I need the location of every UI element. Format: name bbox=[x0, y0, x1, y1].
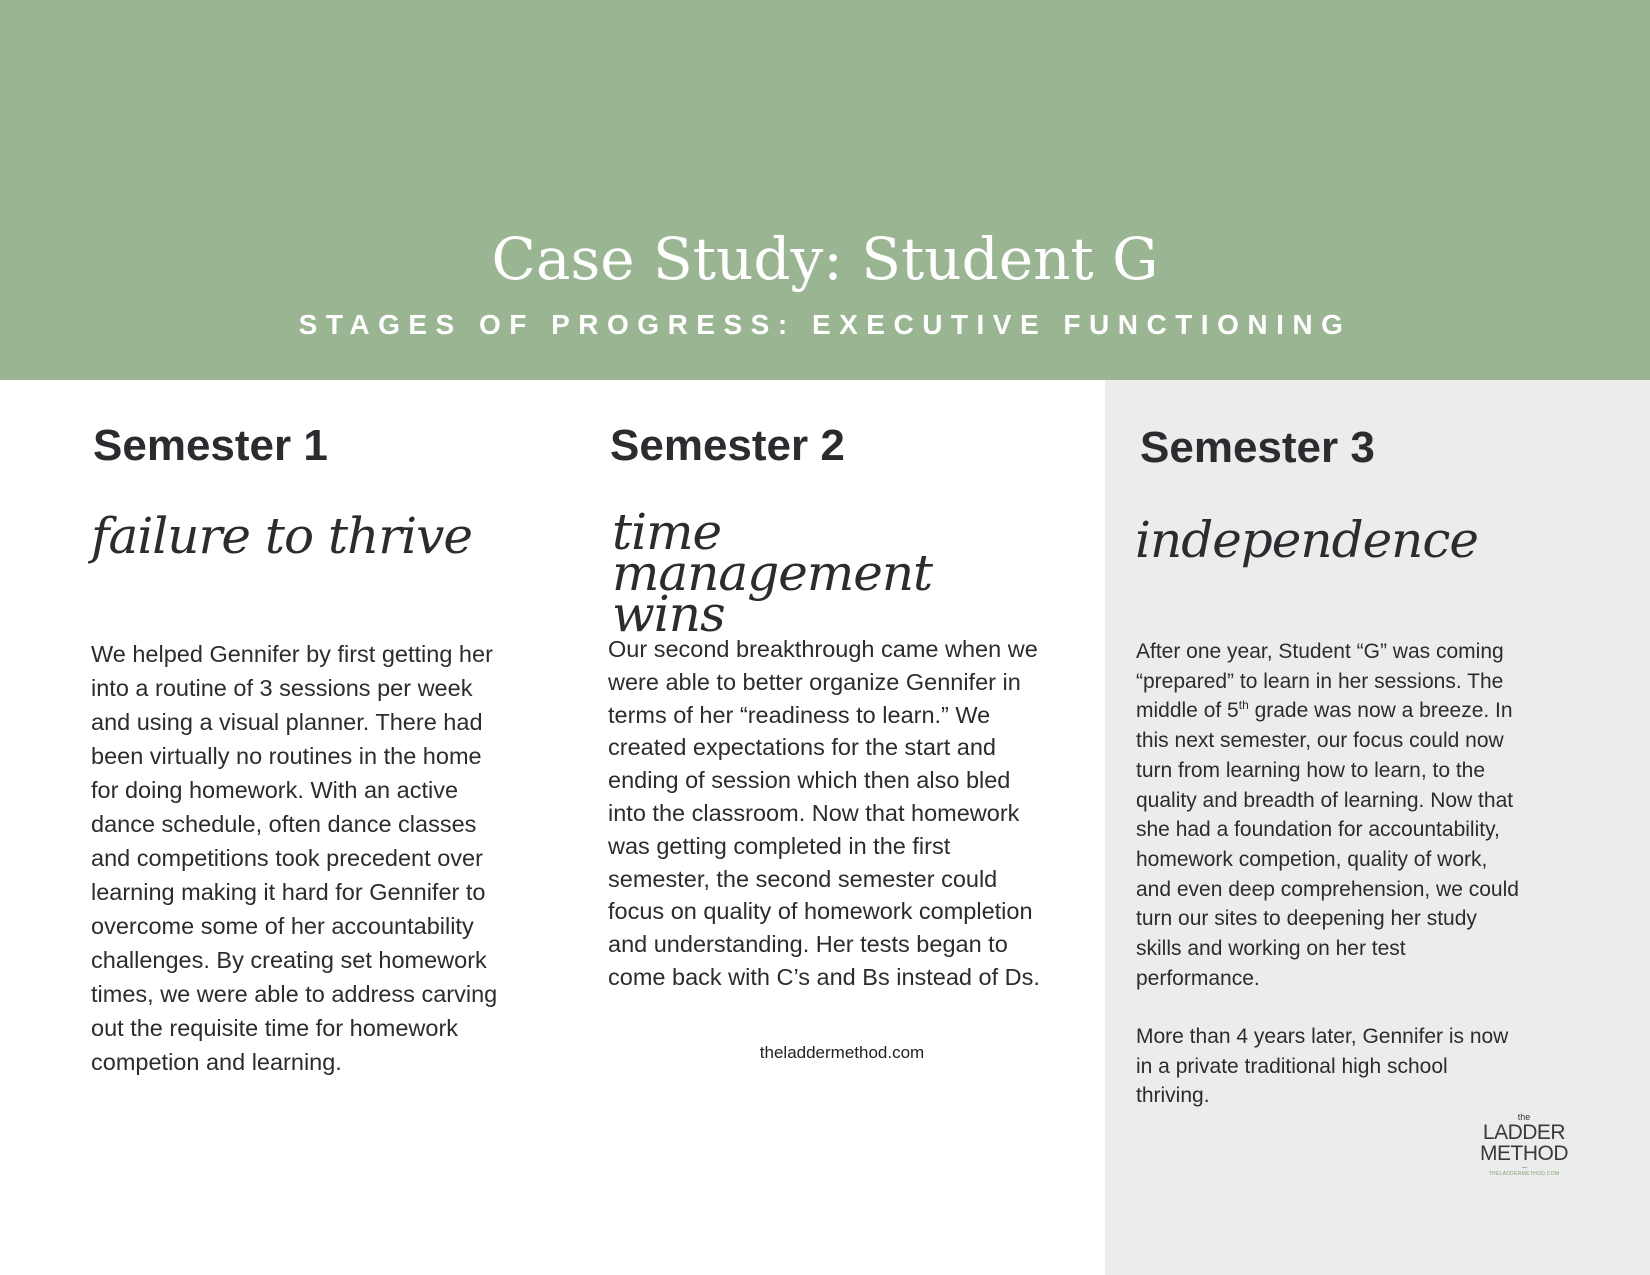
ladder-method-logo bbox=[1474, 1112, 1574, 1190]
semester-3-body-end: grade was now a breeze. In this next semester, our focus could now turn from learning how to learn, to the quality and breadth of learning. Now that she had a foundation for accountability, homework competion, quality of work, and even deep comprehension, we could turn our sites to deepening her study skills and working on her test performance. bbox=[1136, 699, 1519, 990]
semester-1-heading: Semester 1 bbox=[93, 421, 328, 470]
page-subtitle: STAGES OF PROGRESS: EXECUTIVE FUNCTIONING bbox=[298, 309, 1352, 340]
logo-method: METHOD bbox=[1480, 1142, 1568, 1165]
logo-ladder: LADDER bbox=[1482, 1121, 1566, 1144]
semester-2-body: Our second breakthrough came when we were able to better organize Gennifer in terms of her “readiness to learn.” We created expectations for the start and ending of session which then also bled into the classroom. Now that homework was getting completed in the first semester, the second semester could focus on quality of homework completion and understanding. Her tests began to come back with C’s and Bs instead of Ds. bbox=[608, 636, 1040, 990]
semester-3-body bbox=[1136, 637, 1581, 993]
semester-1-body: We helped Gennifer by first getting her into a routine of 3 sessions per week and using a visual planner. There had been virtually no routines in the home for doing homework. With an active dance schedule, often dance classes and competitions took precedent over learning making it hard for Gennifer to overcome some of her accountability challenges. By creating set homework times, we were able to address carving out the requisite time for homework competion and learning. bbox=[91, 641, 498, 1075]
semester-3-body-start: After one year, Student “G” was coming “prepared” to learn in her sessions. The middle of 5 bbox=[1136, 640, 1504, 723]
logo-divider bbox=[1522, 1167, 1527, 1168]
semester-2-heading: Semester 2 bbox=[610, 421, 845, 470]
logo-the: the bbox=[1517, 1112, 1531, 1122]
semester-3-theme: independence bbox=[1135, 511, 1478, 569]
header-banner bbox=[0, 0, 1650, 380]
website-link[interactable]: theladdermethod.com bbox=[759, 1043, 925, 1062]
ordinal-superscript: th bbox=[1238, 698, 1249, 713]
semester-1-theme: failure to thrive bbox=[91, 507, 472, 565]
semester-3-conclusion: More than 4 years later, Gennifer is now in a private traditional high school thriving. bbox=[1136, 1025, 1509, 1108]
semester-2-theme: time management wins bbox=[612, 503, 933, 643]
semester-3-heading: Semester 3 bbox=[1140, 423, 1375, 472]
logo-url: THELADDERMETHOD.COM bbox=[1488, 1171, 1560, 1177]
page-title: Case Study: Student G bbox=[491, 225, 1159, 293]
